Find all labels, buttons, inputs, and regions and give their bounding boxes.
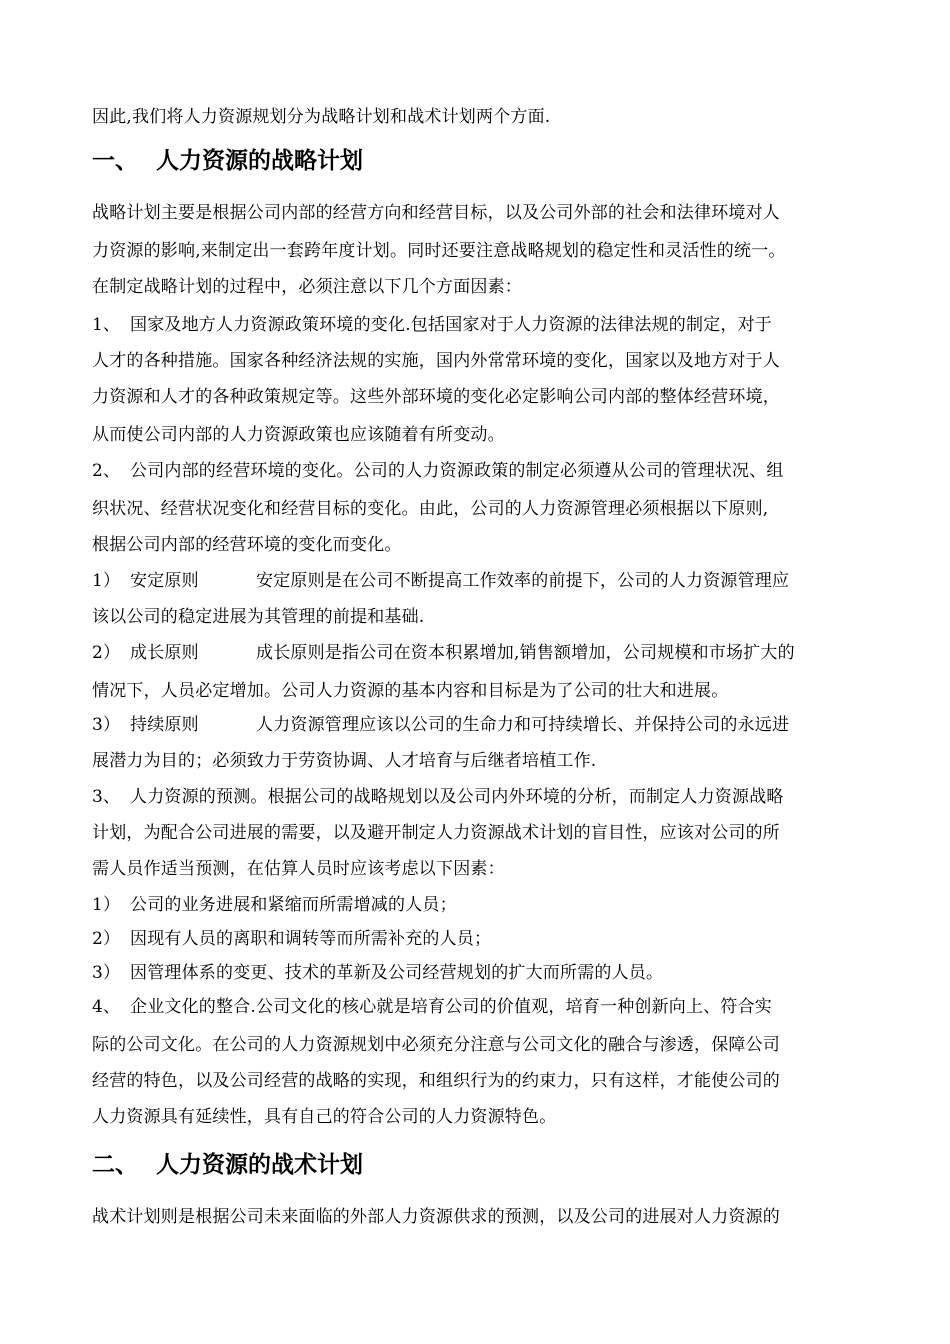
paragraph-line: 力资源和人才的各种政策规定等。这些外部环境的变化必定影响公司内部的整体经营环境， — [92, 387, 780, 407]
paragraph-line: 织状况、经营状况变化和经营目标的变化。由此，公司的人力资源管理必须根据以下原则, — [92, 499, 769, 519]
paragraph-line: 该以公司的稳定进展为其管理的前提和基础. — [92, 607, 425, 627]
factor-text: 因现有人员的离职和调转等而所需补充的人员； — [130, 929, 492, 949]
paragraph-line: 战术计划则是根据公司未来面临的外部人力资源供求的预测，以及公司的进展对人力资源的 — [92, 1207, 780, 1227]
list-marker: 3） — [92, 963, 121, 983]
list-item-text: 国家及地方人力资源政策环境的变化.包括国家对于人力资源的法律法规的制定，对于 — [130, 315, 773, 335]
paragraph-line: 战略计划主要是根据公司内部的经营方向和经营目标，以及公司外部的社会和法律环境对人 — [92, 203, 780, 223]
paragraph-line: 际的公司文化。在公司的人力资源规划中必须充分注意与公司文化的融合与渗透，保障公司 — [92, 1035, 780, 1055]
principle-text: 成长原则是指公司在资本积累增加,销售额增加，公司规模和市场扩大的 — [256, 643, 795, 663]
list-item — [92, 460, 784, 482]
principle-name: 成长原则 — [130, 643, 199, 663]
paragraph-line: 计划，为配合公司进展的需要，以及避开制定人力资源战术计划的盲目性，应该对公司的所 — [92, 823, 780, 843]
paragraph-line: 展潜力为目的；必须致力于劳资协调、人才培育与后继者培植工作. — [92, 751, 597, 771]
section-title: 人力资源的战略计划 — [156, 148, 363, 174]
list-marker: 3） — [92, 715, 121, 735]
factor-text: 因管理体系的变更、技术的革新及公司经营规划的扩大而所需的人员。 — [130, 963, 664, 983]
paragraph-line: 在制定战略计划的过程中，必须注意以下几个方面因素： — [92, 277, 522, 297]
principle-name: 安定原则 — [130, 571, 199, 591]
paragraph-line: 从而使公司内部的人力资源政策也应该随着有所变动。 — [92, 425, 505, 445]
principle-item — [92, 570, 789, 592]
list-marker: 2、 — [92, 461, 121, 481]
factor-item — [92, 894, 457, 916]
factor-item — [92, 928, 491, 950]
section-number: 二、 — [92, 1152, 138, 1178]
paragraph-line: 人才的各种措施。国家各种经济法规的实施，国内外常常环境的变化，国家以及地方对于人 — [92, 351, 780, 371]
list-item-text: 企业文化的整合.公司文化的核心就是培育公司的价值观，培育一种创新向上、符合实 — [130, 997, 773, 1017]
factor-item — [92, 962, 663, 984]
list-item — [92, 996, 772, 1018]
intro-line: 因此,我们将人力资源规划分为战略计划和战术计划两个方面. — [92, 107, 551, 127]
section-heading-tactical — [92, 1150, 363, 1180]
list-marker: 3、 — [92, 787, 121, 807]
principle-item — [92, 642, 795, 664]
list-marker: 1） — [92, 895, 121, 915]
list-marker: 2） — [92, 929, 121, 949]
paragraph-line: 根据公司内部的经营环境的变化而变化。 — [92, 535, 402, 555]
factor-text: 公司的业务进展和紧缩而所需增减的人员； — [130, 895, 457, 915]
list-item-text: 公司内部的经营环境的变化。公司的人力资源政策的制定必须遵从公司的管理状况、组 — [130, 461, 784, 481]
list-marker: 1） — [92, 571, 121, 591]
list-item-text: 人力资源的预测。根据公司的战略规划以及公司内外环境的分析，而制定人力资源战略 — [130, 787, 784, 807]
list-marker: 2） — [92, 643, 121, 663]
principle-text: 人力资源管理应该以公司的生命力和可持续增长、并保持公司的永远进 — [256, 715, 790, 735]
paragraph-line: 人力资源具有延续性，具有自己的符合公司的人力资源特色。 — [92, 1107, 557, 1127]
paragraph-line: 需人员作适当预测，在估算人员时应该考虑以下因素： — [92, 859, 505, 879]
principle-item — [92, 714, 789, 736]
principle-name: 持续原则 — [130, 715, 199, 735]
section-title: 人力资源的战术计划 — [156, 1152, 363, 1178]
paragraph-line: 经营的特色，以及公司经营的战略的实现，和组织行为的约束力，只有这样，才能使公司的 — [92, 1071, 780, 1091]
section-heading-strategic — [92, 146, 363, 176]
paragraph-line: 力资源的影响,来制定出一套跨年度计划。同时还要注意战略规划的稳定性和灵活性的统一。 — [92, 241, 786, 261]
principle-text: 安定原则是在公司不断提高工作效率的前提下，公司的人力资源管理应 — [256, 571, 790, 591]
list-marker: 4、 — [92, 997, 121, 1017]
paragraph-line: 情况下，人员必定增加。公司人力资源的基本内容和目标是为了公司的壮大和进展。 — [92, 681, 729, 701]
list-marker: 1、 — [92, 315, 121, 335]
section-number: 一、 — [92, 148, 138, 174]
list-item — [92, 786, 784, 808]
list-item — [92, 314, 772, 336]
